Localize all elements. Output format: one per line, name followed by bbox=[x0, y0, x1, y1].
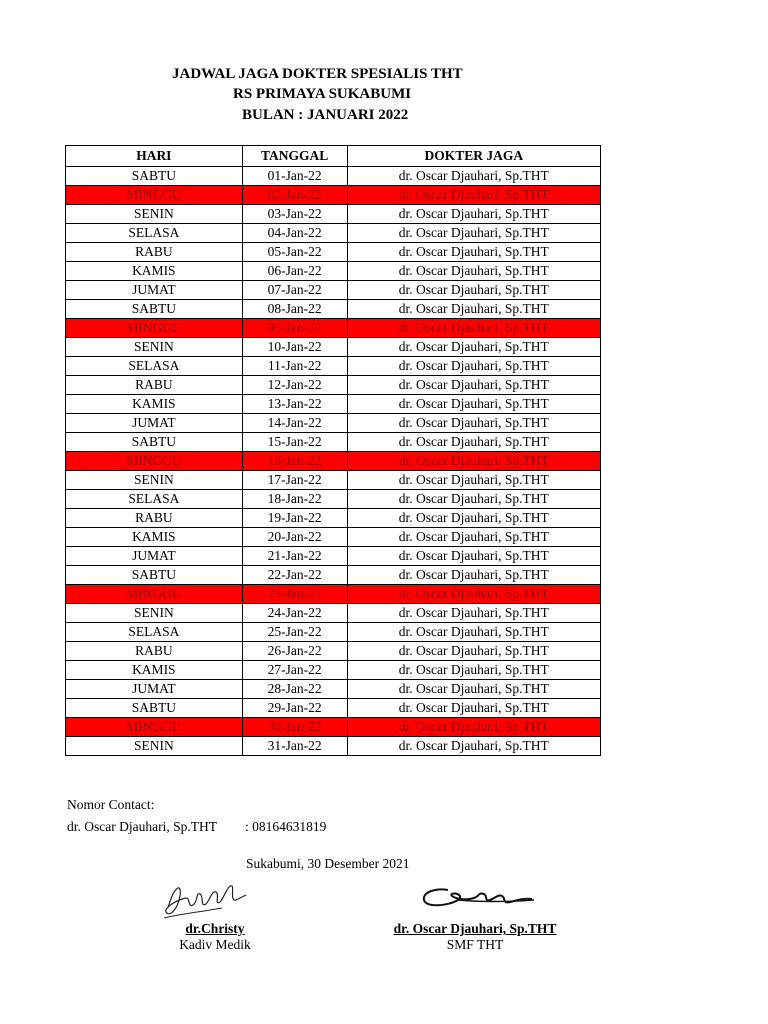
cell-date: 25-Jan-22 bbox=[242, 623, 347, 642]
cell-day: JUMAT bbox=[66, 547, 243, 566]
table-row bbox=[66, 300, 601, 319]
cell-doctor: dr. Oscar Djauhari, Sp.THT bbox=[347, 737, 600, 756]
table-row bbox=[66, 281, 601, 300]
table-row bbox=[66, 395, 601, 414]
document-title: JADWAL JAGA DOKTER SPESIALIS THT bbox=[172, 66, 463, 82]
schedule-body bbox=[66, 167, 601, 756]
table-row bbox=[66, 433, 601, 452]
cell-day: SENIN bbox=[66, 338, 243, 357]
contact-heading: Nomor Contact: bbox=[67, 797, 155, 812]
cell-date: 24-Jan-22 bbox=[242, 604, 347, 623]
cell-date: 09-Jan-22 bbox=[242, 319, 347, 338]
place-date: Sukabumi, 30 Desember 2021 bbox=[246, 856, 410, 871]
cell-doctor: dr. Oscar Djauhari, Sp.THT bbox=[347, 452, 600, 471]
cell-doctor: dr. Oscar Djauhari, Sp.THT bbox=[347, 395, 600, 414]
cell-date: 05-Jan-22 bbox=[242, 243, 347, 262]
table-row bbox=[66, 186, 601, 205]
cell-doctor: dr. Oscar Djauhari, Sp.THT bbox=[347, 471, 600, 490]
cell-doctor: dr. Oscar Djauhari, Sp.THT bbox=[347, 490, 600, 509]
left-signature bbox=[160, 878, 250, 922]
cell-doctor: dr. Oscar Djauhari, Sp.THT bbox=[347, 186, 600, 205]
cell-doctor: dr. Oscar Djauhari, Sp.THT bbox=[347, 300, 600, 319]
table-row bbox=[66, 471, 601, 490]
cell-day: MINGGU bbox=[66, 319, 243, 338]
cell-doctor: dr. Oscar Djauhari, Sp.THT bbox=[347, 661, 600, 680]
cell-day: RABU bbox=[66, 243, 243, 262]
cell-date: 28-Jan-22 bbox=[242, 680, 347, 699]
table-row bbox=[66, 642, 601, 661]
table-row bbox=[66, 623, 601, 642]
cell-date: 12-Jan-22 bbox=[242, 376, 347, 395]
table-row bbox=[66, 338, 601, 357]
cell-doctor: dr. Oscar Djauhari, Sp.THT bbox=[347, 604, 600, 623]
cell-day: JUMAT bbox=[66, 414, 243, 433]
cell-doctor: dr. Oscar Djauhari, Sp.THT bbox=[347, 357, 600, 376]
cell-day: SENIN bbox=[66, 471, 243, 490]
cell-date: 29-Jan-22 bbox=[242, 699, 347, 718]
cell-date: 30-Jan-22 bbox=[242, 718, 347, 737]
cell-day: SENIN bbox=[66, 737, 243, 756]
cell-day: SENIN bbox=[66, 604, 243, 623]
cell-doctor: dr. Oscar Djauhari, Sp.THT bbox=[347, 376, 600, 395]
table-row bbox=[66, 262, 601, 281]
table-row bbox=[66, 414, 601, 433]
cell-doctor: dr. Oscar Djauhari, Sp.THT bbox=[347, 566, 600, 585]
cell-date: 13-Jan-22 bbox=[242, 395, 347, 414]
cell-doctor: dr. Oscar Djauhari, Sp.THT bbox=[347, 205, 600, 224]
cell-day: SABTU bbox=[66, 433, 243, 452]
cell-day: MINGGU bbox=[66, 452, 243, 471]
contact-phone: : 08164631819 bbox=[245, 819, 327, 834]
cell-doctor: dr. Oscar Djauhari, Sp.THT bbox=[347, 718, 600, 737]
table-row bbox=[66, 566, 601, 585]
cell-date: 22-Jan-22 bbox=[242, 566, 347, 585]
table-row bbox=[66, 604, 601, 623]
cell-date: 20-Jan-22 bbox=[242, 528, 347, 547]
table-row bbox=[66, 319, 601, 338]
cell-date: 01-Jan-22 bbox=[242, 167, 347, 186]
right-signer bbox=[370, 921, 580, 953]
cell-day: KAMIS bbox=[66, 262, 243, 281]
cell-day: JUMAT bbox=[66, 281, 243, 300]
cell-date: 08-Jan-22 bbox=[242, 300, 347, 319]
cell-day: RABU bbox=[66, 509, 243, 528]
cell-date: 10-Jan-22 bbox=[242, 338, 347, 357]
column-header-date: TANGGAL bbox=[242, 146, 347, 167]
table-row bbox=[66, 357, 601, 376]
cell-day: RABU bbox=[66, 642, 243, 661]
left-signer bbox=[140, 921, 290, 953]
table-row bbox=[66, 376, 601, 395]
cell-doctor: dr. Oscar Djauhari, Sp.THT bbox=[347, 224, 600, 243]
cell-date: 03-Jan-22 bbox=[242, 205, 347, 224]
right-signer-name: dr. Oscar Djauhari, Sp.THT bbox=[393, 921, 557, 936]
schedule-table bbox=[65, 145, 601, 756]
cell-date: 14-Jan-22 bbox=[242, 414, 347, 433]
cell-doctor: dr. Oscar Djauhari, Sp.THT bbox=[347, 243, 600, 262]
cell-doctor: dr. Oscar Djauhari, Sp.THT bbox=[347, 680, 600, 699]
cell-doctor: dr. Oscar Djauhari, Sp.THT bbox=[347, 414, 600, 433]
cell-doctor: dr. Oscar Djauhari, Sp.THT bbox=[347, 338, 600, 357]
cell-day: SELASA bbox=[66, 623, 243, 642]
cell-doctor: dr. Oscar Djauhari, Sp.THT bbox=[347, 167, 600, 186]
cell-date: 19-Jan-22 bbox=[242, 509, 347, 528]
table-row bbox=[66, 680, 601, 699]
column-header-doctor: DOKTER JAGA bbox=[347, 146, 600, 167]
table-row bbox=[66, 205, 601, 224]
cell-day: MINGGU bbox=[66, 585, 243, 604]
left-signer-role: Kadiv Medik bbox=[179, 937, 251, 952]
cell-day: SABTU bbox=[66, 167, 243, 186]
month-label: BULAN : JANUARI 2022 bbox=[242, 107, 409, 123]
cell-date: 07-Jan-22 bbox=[242, 281, 347, 300]
cell-day: SELASA bbox=[66, 490, 243, 509]
cell-doctor: dr. Oscar Djauhari, Sp.THT bbox=[347, 262, 600, 281]
hospital-name: RS PRIMAYA SUKABUMI bbox=[233, 86, 412, 102]
column-header-day: HARI bbox=[66, 146, 243, 167]
cell-doctor: dr. Oscar Djauhari, Sp.THT bbox=[347, 528, 600, 547]
cell-doctor: dr. Oscar Djauhari, Sp.THT bbox=[347, 547, 600, 566]
cell-doctor: dr. Oscar Djauhari, Sp.THT bbox=[347, 699, 600, 718]
cell-date: 23-Jan-22 bbox=[242, 585, 347, 604]
cell-day: KAMIS bbox=[66, 395, 243, 414]
cell-date: 16-Jan-22 bbox=[242, 452, 347, 471]
cell-day: KAMIS bbox=[66, 528, 243, 547]
cell-day: MINGGU bbox=[66, 186, 243, 205]
cell-day: JUMAT bbox=[66, 680, 243, 699]
cell-day: SELASA bbox=[66, 224, 243, 243]
cell-date: 06-Jan-22 bbox=[242, 262, 347, 281]
right-signature bbox=[418, 880, 538, 914]
cell-day: SABTU bbox=[66, 699, 243, 718]
cell-date: 02-Jan-22 bbox=[242, 186, 347, 205]
table-row bbox=[66, 167, 601, 186]
cell-day: KAMIS bbox=[66, 661, 243, 680]
table-row bbox=[66, 224, 601, 243]
left-signer-name: dr.Christy bbox=[185, 921, 245, 936]
cell-doctor: dr. Oscar Djauhari, Sp.THT bbox=[347, 509, 600, 528]
cell-doctor: dr. Oscar Djauhari, Sp.THT bbox=[347, 433, 600, 452]
cell-date: 26-Jan-22 bbox=[242, 642, 347, 661]
cell-doctor: dr. Oscar Djauhari, Sp.THT bbox=[347, 642, 600, 661]
table-row bbox=[66, 699, 601, 718]
table-row bbox=[66, 718, 601, 737]
cell-date: 31-Jan-22 bbox=[242, 737, 347, 756]
cell-doctor: dr. Oscar Djauhari, Sp.THT bbox=[347, 281, 600, 300]
table-header-row bbox=[66, 146, 601, 167]
table-row bbox=[66, 490, 601, 509]
right-signer-role: SMF THT bbox=[446, 937, 504, 952]
cell-date: 11-Jan-22 bbox=[242, 357, 347, 376]
table-row bbox=[66, 509, 601, 528]
table-row bbox=[66, 452, 601, 471]
table-row bbox=[66, 737, 601, 756]
cell-day: SELASA bbox=[66, 357, 243, 376]
cell-day: SENIN bbox=[66, 205, 243, 224]
table-row bbox=[66, 585, 601, 604]
cell-date: 21-Jan-22 bbox=[242, 547, 347, 566]
cell-date: 15-Jan-22 bbox=[242, 433, 347, 452]
contact-name: dr. Oscar Djauhari, Sp.THT bbox=[67, 819, 217, 834]
cell-day: SABTU bbox=[66, 566, 243, 585]
cell-day: MINGGU bbox=[66, 718, 243, 737]
table-row bbox=[66, 661, 601, 680]
cell-day: SABTU bbox=[66, 300, 243, 319]
cell-date: 18-Jan-22 bbox=[242, 490, 347, 509]
cell-doctor: dr. Oscar Djauhari, Sp.THT bbox=[347, 585, 600, 604]
cell-day: RABU bbox=[66, 376, 243, 395]
cell-date: 27-Jan-22 bbox=[242, 661, 347, 680]
cell-date: 17-Jan-22 bbox=[242, 471, 347, 490]
table-row bbox=[66, 528, 601, 547]
table-row bbox=[66, 243, 601, 262]
cell-date: 04-Jan-22 bbox=[242, 224, 347, 243]
cell-doctor: dr. Oscar Djauhari, Sp.THT bbox=[347, 319, 600, 338]
table-row bbox=[66, 547, 601, 566]
cell-doctor: dr. Oscar Djauhari, Sp.THT bbox=[347, 623, 600, 642]
